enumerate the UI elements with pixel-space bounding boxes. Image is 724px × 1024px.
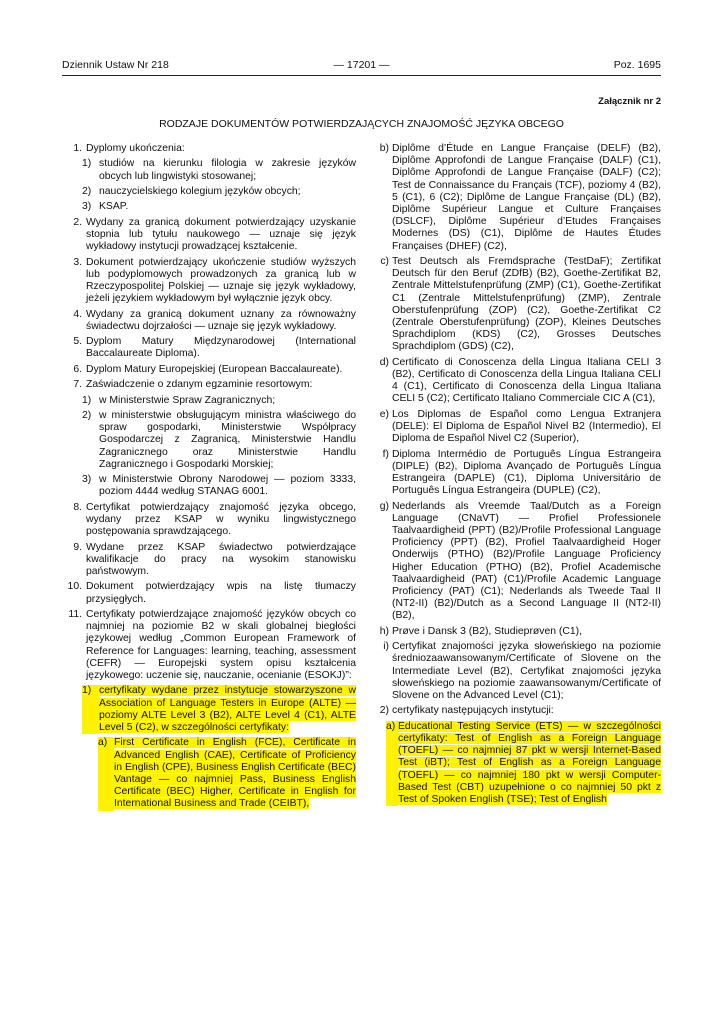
item-number: g) [379,500,389,512]
item-number: h) [379,625,389,637]
list-item [62,217,356,254]
annex-label: Załącznik nr 2 [598,96,661,107]
item-number: 5. [73,336,82,348]
list-item [376,256,661,354]
list-item [62,542,356,579]
list-item [376,501,661,623]
journal-name: Dziennik Ustaw Nr 218 [62,59,169,71]
list-item [82,186,356,198]
item-text: w ministerstwie obsługującym ministra właściwego do spraw gospodarki, Ministerstwie Współpracy Gospodarczej z Zagranicą, Ministerstwie Handlu Zagranicznego oraz Ministerstwie Handlu Zagranicznego i Gospodarki Morskiej; [99,409,356,470]
item-number: 2) [379,705,389,717]
highlighted-text: Educational Testing Service (ETS) — w szczególności certyfikaty: Test of English as a Foreign Language (TOEFL) — co najmniej 87 pkt w wersji Internet-Based Test (iBT); Test of English as a Foreign Language (TOEFL) — co najmniej 180 pkt w wersji Computer-Based Test (CBT) uzupełnione o co najmniej 50 pkt z Test of Spoken English (TSE); Test of English [398,720,661,806]
list-item [82,158,356,182]
item-text: Certyfikat znajomości języka słoweńskiego na poziomie średniozaawansowanym/Certificate of Slovene on the Intermediate Level (B2), Certyfikat znajomości języka słoweńskiego na poziomie zaawansowanym/Certificate of Slovene on the Advanced Level (C1); [392,641,661,702]
list-item [82,201,356,213]
list-item [82,474,356,498]
item-text: Dokument potwierdzający ukończenie studiów wyższych lub podyplomowych prowadzonych za granicą lub w Rzeczypospolitej Polskiej — uznaje się język wykładowy, jeżeli językiem wykładowym był wyłącznie język obcy. [86,256,356,305]
item-number: 9. [73,541,82,553]
item-number: e) [379,408,389,420]
item-number: c) [380,256,389,268]
list-item [376,641,661,702]
item-number: 3) [82,474,92,486]
list-item [62,257,356,306]
item-text: Dyplom Matury Europejskiej (European Baccalaureate). [86,363,343,375]
list-item [62,379,356,391]
right-column [376,143,661,809]
document-title: RODZAJE DOKUMENTÓW POTWIERDZAJĄCYCH ZNAJOMOŚĆ JĘZYKA OBCEGO [159,118,564,130]
list-item [376,626,661,638]
item-text: Wydane przez KSAP świadectwo potwierdzające kwalifikacje do pracy na wysokim stanowisku państwowym. [86,541,356,577]
list-item [62,336,356,360]
list-item [82,395,356,407]
page-number: — 17201 — [333,59,390,71]
list-item [62,581,356,605]
item-number: 6. [73,363,82,375]
item-number: d) [379,356,389,368]
item-text: Los Diplomas de Español como Lengua Extranjera (DELE): El Diploma de Español Nivel B2 (Intermedio), El Diploma de Español Nivel C2 (Superior), [392,408,661,445]
item-number: 2) [82,185,92,197]
item-number: 1. [73,143,82,154]
position-number: Poz. 1695 [613,59,661,71]
item-text: Diplôme d’Étude en Langue Française (DELF) (B2), Diplôme Approfondi de Langue Française (DALF) (C1), Diplôme Approfondi de Langue Française (DALF) (C2); Test de Connaissance du Français (TCF), poziomy 4 (B2), 5 (C1), 6 (C2); Diplôme de Langue Française (DL) (B2), Diplôme Supérieur Langue et Culture Françaises (DSLCF), Diplôme Supérieur d’Etudes Françaises Modernes (DS) (C1), Diplôme de Hautes Études Françaises (DHEF) (C2), [392,143,661,252]
item-number: 11. [68,608,82,620]
item-text: KSAP. [99,201,129,213]
item-number: 1) [82,158,92,170]
list-item [376,143,661,253]
item-number: 3. [73,256,82,268]
header-rule [62,75,661,76]
item-text [114,737,356,810]
item-text: w Ministerstwie Obrony Narodowej — poziom 3333, poziom 4444 według STANAG 6001. [99,474,356,498]
list-item [82,685,356,734]
list-item [62,309,356,333]
item-text: Wydany za granicą dokument potwierdzający uzyskanie stopnia lub tytułu naukowego — uznaje się język wykładowy instytucji prowadzącej kształcenie. [86,216,356,253]
item-number: 8. [73,501,82,513]
item-number: a) [386,721,398,806]
list-item [62,502,356,539]
item-number: 1) [82,394,92,406]
item-text: Certyfikat potwierdzający znajomość języka obcego, wydany przez KSAP w wyniku lingwistycznego postępowania sprawdzającego. [86,501,356,538]
page-header [62,59,661,73]
item-text: Prøve i Dansk 3 (B2), Studieprøven (C1), [392,625,582,637]
item-text: Dyplomy ukończenia: [86,143,185,154]
list-item [376,409,661,446]
list-item [62,143,356,155]
item-text: Zaświadczenie o zdanym egzaminie resortowym: [86,379,313,391]
item-text: Nederlands als Vreemde Taal/Dutch as a Foreign Language (CNaVT) — Profiel Professionele Taalvaardigheid (PPT) (B2)/Profile Professional Language Proficiency (PPT) (B2), Profiel Taalvaardigheid Hoger Onderwijs (PTHO) (B2)/Profile Language Proficiency Higher Education (PTHO) (B2), Profiel Academische Taalvaardigheid (PAT) (C1)/Profile Academic Language Proficiency (PAT) (C1); Nederlands als Tweede Taal II (NT2-II) (B2)/Dutch as a Second Language II (NT2-II) (B2), [392,500,661,622]
item-number: 4. [73,308,82,320]
item-number: 3) [82,201,92,213]
item-number: 1) [82,685,99,734]
highlighted-text: certyfikaty wydane przez instytucje stowarzyszone w Association of Language Testers in Europe (ALTE) — poziomy ALTE Level 3 (B2), ALTE Level 4 (C1), ALTE Level 5 (C2), w szczególności certyfikaty: [99,685,356,733]
highlighted-text: First Certificate in English (FCE), Certificate in Advanced English (CAE), Certificate of Proficiency in English (CPE), Business English Certificate (BEC) Vantage — co najmniej Pass, Business English Certificate (BEC) Higher, Certificate in English for International Business and Trade (CEIBT), [114,737,356,810]
item-text: studiów na kierunku filologia w zakresie języków obcych lub lingwistyki stosowanej; [99,158,356,182]
list-item [376,705,661,717]
list-item [98,737,356,810]
item-number: i) [383,641,389,653]
item-text: Dokument potwierdzający wpis na listę tłumaczy przysięgłych. [86,581,356,605]
list-item [386,721,661,806]
item-text: certyfikaty następujących instytucji: [392,705,554,717]
item-number: 2. [73,216,82,228]
item-text: nauczycielskiego kolegium języków obcych; [99,185,301,197]
item-text: Certyfikaty potwierdzające znajomość języków obcych co najmniej na poziomie B2 w skali globalnej biegłości językowej według „Common European Framework of Reference for Languages: learning, teaching, assessment (CEFR) — Europejski system opisu kształcenia językowego: uczenie się, nauczanie, ocenianie (ESOKJ)”: [86,608,356,681]
list-item [376,357,661,406]
item-number: 2) [82,409,92,421]
item-text: w Ministerstwie Spraw Zagranicznych; [99,394,276,406]
item-text: Wydany za granicą dokument uznany za równoważny świadectwu dojrzałości — uznaje się język wykładowy. [86,308,356,332]
item-text: Test Deutsch als Fremdsprache (TestDaF); Zertifikat Deutsch für den Beruf (ZDfB) (B2), Goethe-Zertifikat B2, Zentrale Mittelstufenprüfung (ZMP) (C1), Goethe-Zertifikat C1 (Zentrale Mittelstufenprüfung) (ZMP), Zentrale Oberstufenprüfung (ZOP) (C2), Goethe-Zertifikat C2 (Zentrale Oberstufenprüfung) (ZOP), Kleines Deutsches Sprachdiplom (KDS) (C2), Grosses Deutsches Sprachdiplom (GDS) (C2), [392,256,661,353]
item-text: Certificato di Conoscenza della Lingua Italiana CELI 3 (B2), Certificato di Conoscenza della Lingua Italiana CELI 4 (C1), Certificato di Conoscenza della Lingua Italiana CELI 5 (C2); Certificato Italiano Commerciale CIC A (C1), [392,356,661,405]
item-text [398,721,661,806]
item-text: Dyplom Matury Międzynarodowej (International Baccalaureate Diploma). [86,336,356,360]
item-number: f) [382,448,389,460]
item-text: Diploma Intermédio de Português Língua Estrangeira (DIPLE) (B2), Diploma Avançado de Português Língua Estrangeira (DAPLE) (C1), Diploma Universitário de Português Língua Estrangeira (DUPLE) (C2), [392,448,661,497]
item-number: 7. [73,379,82,391]
item-text [99,685,356,734]
left-column [62,143,356,814]
list-item [62,364,356,376]
item-number: 10. [67,581,82,593]
item-number: b) [379,143,389,154]
list-item [62,609,356,682]
list-item [82,410,356,471]
item-number: a) [98,737,114,810]
list-item [376,449,661,498]
